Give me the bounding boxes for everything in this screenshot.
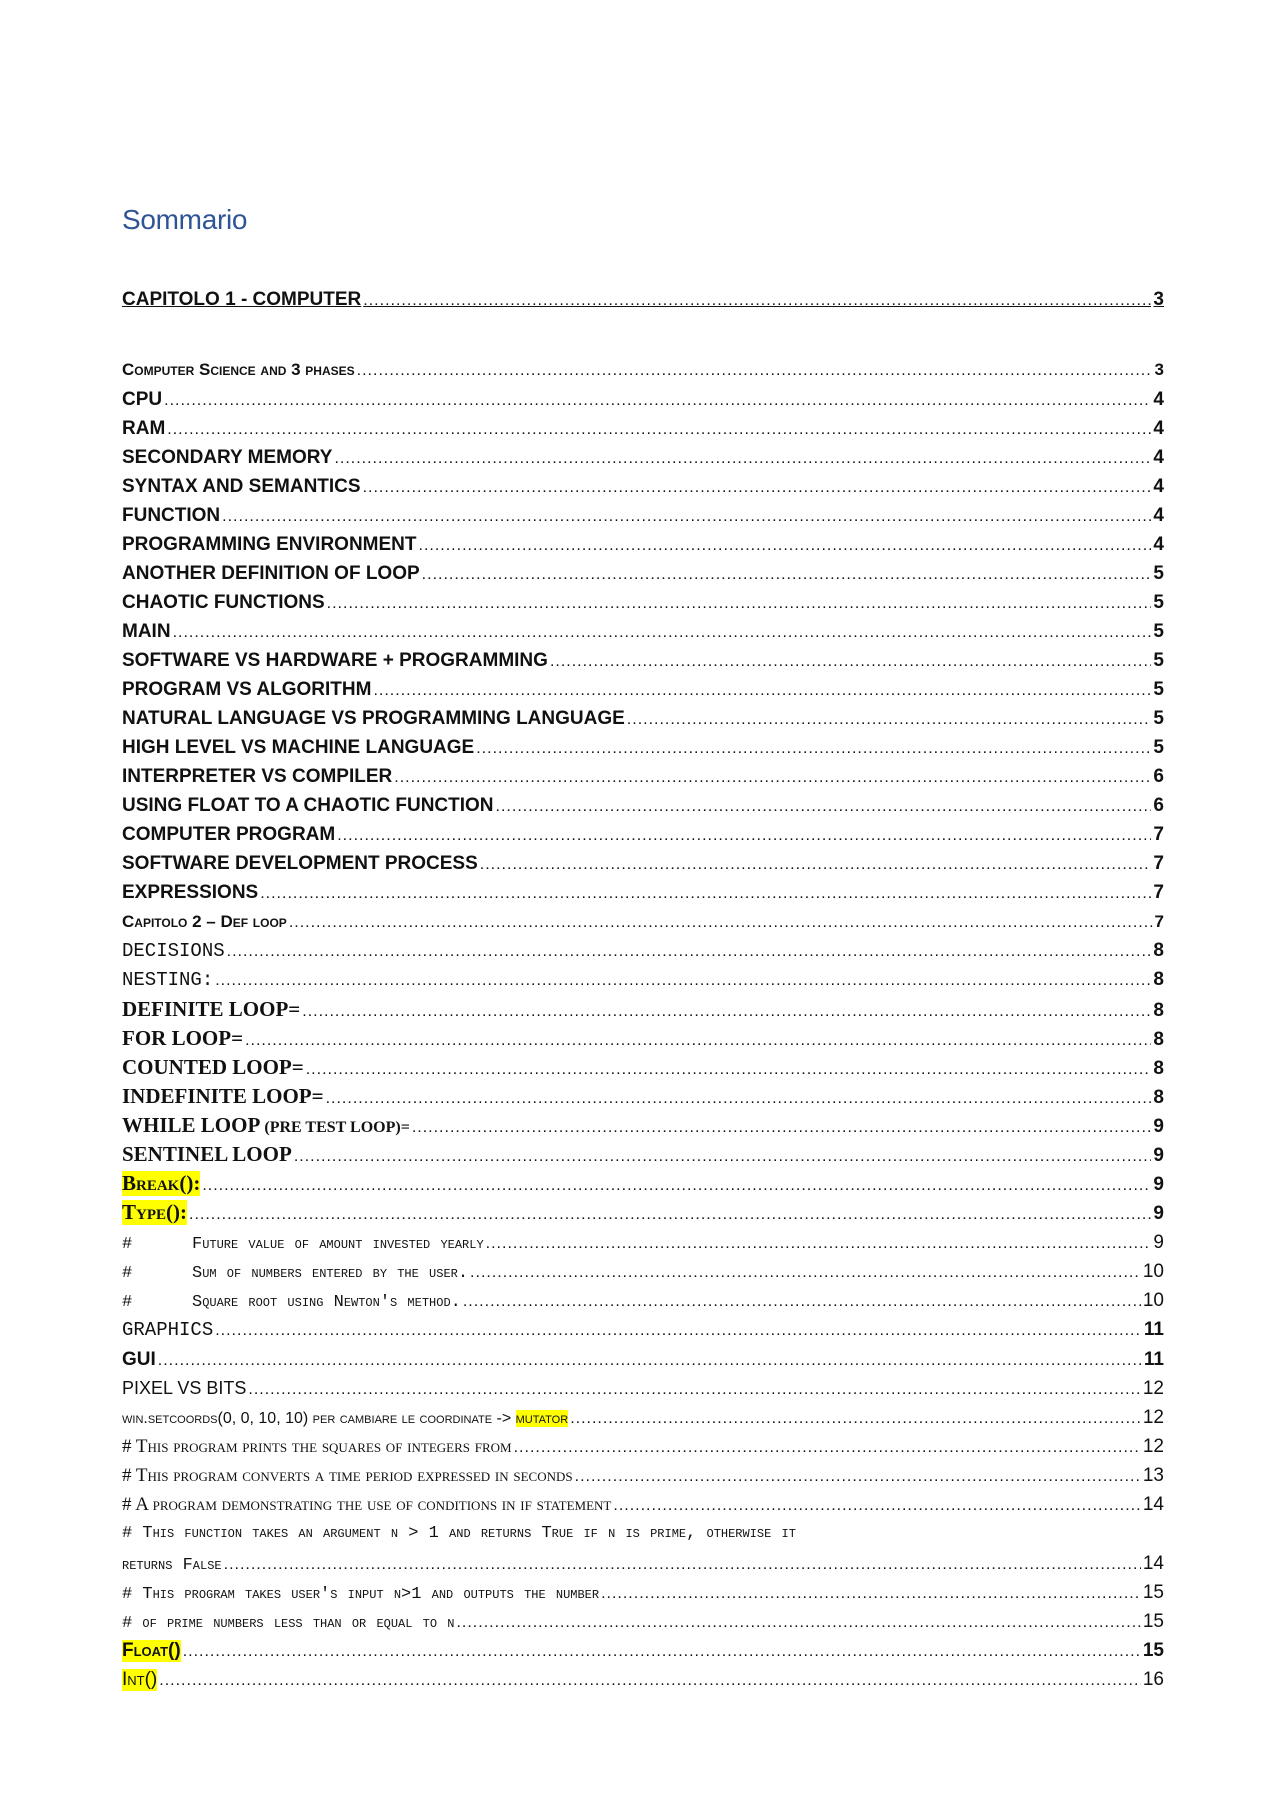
toc-entry-label: NATURAL LANGUAGE VS PROGRAMMING LANGUAGE: [122, 708, 625, 729]
dot-leader: [227, 943, 1152, 961]
dot-leader: [575, 1468, 1141, 1486]
dot-leader: [373, 682, 1151, 700]
toc-entry-page: 8: [1153, 969, 1164, 990]
toc-entry-label: Capitolo 2 – Def loop: [122, 912, 287, 931]
toc-entry[interactable]: [122, 1378, 1164, 1400]
toc-entry[interactable]: [122, 389, 1164, 411]
dot-leader: [363, 292, 1151, 310]
toc-entry-page: 6: [1153, 795, 1164, 816]
dot-leader: [245, 1032, 1151, 1050]
toc-entry[interactable]: [122, 1261, 1164, 1283]
toc-entry[interactable]: [122, 882, 1164, 904]
dot-leader: [422, 566, 1152, 584]
dot-leader: [189, 1206, 1151, 1224]
toc-entry-page: 10: [1142, 1261, 1164, 1282]
toc-entry-label: RAM: [122, 418, 166, 439]
toc-entry[interactable]: [122, 795, 1164, 817]
toc-entry-label: COMPUTER PROGRAM: [122, 824, 336, 845]
toc-entry-label: Float(): [122, 1640, 181, 1661]
toc-entry-label: PIXEL VS BITS: [122, 1378, 247, 1398]
toc-entry[interactable]: [122, 1290, 1164, 1312]
toc-entry-page: 14: [1142, 1553, 1164, 1574]
toc-entry[interactable]: [122, 1055, 1164, 1080]
toc-entry-page: 8: [1153, 1087, 1164, 1108]
toc-entry-label: # This program takes user's input n>1 and outputs the number: [122, 1585, 600, 1604]
toc-entry-label: DECISIONS: [122, 940, 225, 962]
dot-leader: [550, 653, 1151, 671]
toc-entry[interactable]: [122, 1026, 1164, 1051]
toc-entry[interactable]: [122, 1553, 1164, 1575]
toc-entry-page: 5: [1153, 563, 1164, 584]
toc-entry-page: 8: [1153, 1029, 1164, 1050]
toc-entry[interactable]: [122, 1494, 1164, 1516]
toc-entry[interactable]: [122, 1640, 1164, 1662]
toc-entry[interactable]: [122, 1142, 1164, 1167]
toc-entry-page: 8: [1153, 1058, 1164, 1079]
dot-leader: [222, 508, 1151, 526]
toc-entry[interactable]: [122, 1582, 1164, 1604]
toc-entry-page: 12: [1142, 1407, 1164, 1428]
toc-entry[interactable]: [122, 1349, 1164, 1371]
dot-leader: [158, 1352, 1142, 1370]
toc-entry[interactable]: [122, 766, 1164, 788]
toc-entry-label: INTERPRETER VS COMPILER: [122, 766, 393, 787]
dot-leader: [613, 1497, 1140, 1515]
toc-entry-label: CPU: [122, 389, 163, 410]
toc-entry[interactable]: [122, 1232, 1164, 1254]
toc-entry-label: # This program converts a time period expressed in seconds: [122, 1465, 573, 1486]
toc-entry-label: SYNTAX AND SEMANTICS: [122, 476, 361, 497]
toc-entry[interactable]: [122, 1113, 1164, 1138]
dot-leader: [412, 1119, 1152, 1137]
dot-leader: [337, 827, 1151, 845]
dot-leader: [167, 421, 1151, 439]
dot-leader: [327, 595, 1152, 613]
toc-entry-page: 4: [1153, 505, 1164, 526]
toc-entry-page: 11: [1143, 1349, 1164, 1370]
toc-entry-label: GUI: [122, 1349, 156, 1370]
dot-leader: [326, 1090, 1152, 1108]
toc-entry-label: HIGH LEVEL VS MACHINE LANGUAGE: [122, 737, 475, 758]
toc-entry[interactable]: [122, 360, 1164, 380]
toc-entry-label: SOFTWARE VS HARDWARE + PROGRAMMING: [122, 650, 548, 671]
toc-entry-page: 11: [1143, 1319, 1164, 1340]
toc-title: Sommario: [122, 204, 248, 235]
dot-leader: [514, 1439, 1141, 1457]
toc-entry-label: PROGRAM VS ALGORITHM: [122, 679, 372, 700]
dot-leader: [601, 1585, 1141, 1603]
toc-entry-wrapped-line[interactable]: # This function takes an argument n > 1 and returns True if n is prime, otherwise it: [122, 1524, 796, 1543]
toc-entry[interactable]: [122, 418, 1164, 440]
dot-leader: [363, 479, 1152, 497]
toc-entry-label: Int(): [122, 1669, 158, 1690]
toc-entry-label: FUNCTION: [122, 505, 221, 526]
toc-entry-page: 9: [1153, 1174, 1164, 1195]
toc-entry[interactable]: [122, 1084, 1164, 1109]
toc-entry[interactable]: [122, 737, 1164, 759]
toc-entry-page: 4: [1153, 418, 1164, 439]
toc-entry-page: 14: [1142, 1494, 1164, 1515]
toc-entry[interactable]: [122, 447, 1164, 469]
dot-leader: [215, 972, 1151, 990]
toc-entry-label: USING FLOAT TO A CHAOTIC FUNCTION: [122, 795, 494, 816]
dot-leader: [463, 1293, 1141, 1311]
toc-entry-label: # Sum of numbers entered by the user.: [122, 1264, 469, 1283]
toc-entry-label: MAIN: [122, 621, 171, 642]
dot-leader: [570, 1410, 1141, 1428]
toc-entry-label: # of prime numbers less than or equal to n: [122, 1614, 455, 1633]
toc-entry-label: # This program prints the squares of integers from: [122, 1436, 512, 1457]
toc-entry-label: CAPITOLO 1 - COMPUTER: [122, 289, 362, 310]
toc-entry-label: # Square root using Newton's method.: [122, 1293, 461, 1312]
toc-entry-page: 12: [1142, 1378, 1164, 1399]
toc-entry-page: 12: [1142, 1436, 1164, 1457]
toc-entry[interactable]: [122, 1171, 1164, 1196]
dot-leader: [486, 1235, 1152, 1253]
toc-entry-page: 7: [1153, 853, 1164, 874]
toc-entry-page: 4: [1153, 447, 1164, 468]
toc-entry-page: 8: [1153, 940, 1164, 961]
toc-entry-label: EXPRESSIONS: [122, 882, 259, 903]
toc-entry[interactable]: [122, 1465, 1164, 1487]
toc-entry-label: GRAPHICS: [122, 1319, 214, 1341]
dot-leader: [294, 1148, 1152, 1166]
toc-entry-page: 9: [1153, 1145, 1164, 1166]
toc-entry-page: 5: [1153, 592, 1164, 613]
toc-entry-label: SOFTWARE DEVELOPMENT PROCESS: [122, 853, 478, 874]
dot-leader: [357, 362, 1153, 380]
toc-entry-page: 3: [1154, 360, 1164, 379]
toc-entry-label: Type():: [122, 1200, 187, 1224]
toc-entry-label: NESTING:: [122, 969, 214, 991]
toc-entry[interactable]: [122, 1611, 1164, 1633]
toc-entry[interactable]: [122, 563, 1164, 585]
toc-entry-label: SENTINEL LOOP: [122, 1142, 292, 1166]
dot-leader: [202, 1177, 1151, 1195]
toc-entry-page: 5: [1153, 679, 1164, 700]
dot-leader: [164, 392, 1151, 410]
toc-entry-label: ANOTHER DEFINITION OF LOOP: [122, 563, 420, 584]
toc-entry-label: CHAOTIC FUNCTIONS: [122, 592, 325, 613]
toc-entry[interactable]: [122, 679, 1164, 701]
dot-leader: [480, 856, 1152, 874]
toc-entry-page: 15: [1142, 1640, 1164, 1661]
toc-entry-label: # A program demonstrating the use of conditions in if statement: [122, 1494, 612, 1515]
toc-entry-label: returns False: [122, 1556, 222, 1575]
toc-entry[interactable]: [122, 1319, 1164, 1341]
toc-entry-page: 4: [1153, 476, 1164, 497]
toc-entry-label: INDEFINITE LOOP=: [122, 1084, 324, 1108]
toc-entry-label: PROGRAMMING ENVIRONMENT: [122, 534, 417, 555]
dot-leader: [627, 711, 1152, 729]
toc-entry-page: 15: [1142, 1582, 1164, 1603]
toc-entry[interactable]: [122, 1200, 1164, 1225]
dot-leader: [260, 885, 1151, 903]
toc-entry[interactable]: [122, 650, 1164, 672]
dot-leader: [476, 740, 1151, 758]
toc-entry-label: win.setcoords(0, 0, 10, 10) per cambiare le coordinate -> mutator: [122, 1410, 569, 1427]
highlighted-term: mutator: [515, 1410, 569, 1427]
toc-entry-page: 5: [1153, 737, 1164, 758]
toc-entry[interactable]: [122, 505, 1164, 527]
toc-entry-page: 8: [1153, 1000, 1164, 1021]
toc-entry[interactable]: [122, 708, 1164, 730]
dot-leader: [456, 1614, 1140, 1632]
toc-entry-page: 5: [1153, 621, 1164, 642]
toc-entry-page: 7: [1153, 824, 1164, 845]
toc-entry[interactable]: [122, 1436, 1164, 1458]
toc-entry[interactable]: [122, 997, 1164, 1022]
toc-entry-page: 16: [1142, 1669, 1164, 1690]
toc-entry-page: 7: [1154, 912, 1164, 931]
toc-entry[interactable]: [122, 969, 1164, 991]
dot-leader: [334, 450, 1151, 468]
toc-entry-label: DEFINITE LOOP=: [122, 997, 301, 1021]
dot-leader: [215, 1322, 1142, 1340]
toc-entry-page: 9: [1153, 1232, 1164, 1253]
toc-entry-page: 9: [1153, 1203, 1164, 1224]
toc-entry-label: Break():: [122, 1171, 201, 1195]
dot-leader: [302, 1003, 1151, 1021]
toc-entry-chapter-1[interactable]: [122, 289, 1164, 311]
toc-entry-chapter-2[interactable]: [122, 912, 1164, 932]
toc-entry[interactable]: [122, 592, 1164, 614]
toc-entry-page: 9: [1153, 1116, 1164, 1137]
toc-entry[interactable]: [122, 1669, 1164, 1691]
toc-entry-page: 4: [1153, 389, 1164, 410]
toc-entry-page: 4: [1153, 534, 1164, 555]
toc-entry-page: 5: [1153, 650, 1164, 671]
dot-leader: [470, 1264, 1141, 1282]
dot-leader: [496, 798, 1152, 816]
dot-leader: [394, 769, 1151, 787]
dot-leader: [248, 1381, 1140, 1399]
toc-entry[interactable]: [122, 940, 1164, 962]
toc-entry[interactable]: [122, 853, 1164, 875]
toc-entry-label: WHILE LOOP (PRE TEST LOOP)=: [122, 1113, 410, 1137]
toc-entry-page: 10: [1142, 1290, 1164, 1311]
toc-entry-page: 6: [1153, 766, 1164, 787]
toc-entry-page: 7: [1153, 882, 1164, 903]
toc-entry-label: FOR LOOP=: [122, 1026, 244, 1050]
toc-entry[interactable]: [122, 476, 1164, 498]
dot-leader: [419, 537, 1152, 555]
dot-leader: [306, 1061, 1152, 1079]
toc-entry-label: COUNTED LOOP=: [122, 1055, 304, 1079]
toc-entry[interactable]: [122, 621, 1164, 643]
dot-leader: [183, 1643, 1141, 1661]
dot-leader: [224, 1556, 1141, 1574]
toc-entry-page: 15: [1142, 1611, 1164, 1632]
toc-entry-page: 13: [1142, 1465, 1164, 1486]
toc-entry[interactable]: [122, 1407, 1164, 1429]
toc-entry[interactable]: [122, 534, 1164, 556]
dot-leader: [289, 914, 1153, 932]
toc-entry-label: # Future value of amount invested yearly: [122, 1235, 484, 1254]
toc-entry-page: 5: [1153, 708, 1164, 729]
toc-entry-page: 3: [1153, 289, 1164, 310]
dot-leader: [173, 624, 1152, 642]
toc-entry-label: Computer Science and 3 phases: [122, 360, 355, 379]
toc-entry[interactable]: [122, 824, 1164, 846]
toc-entry-label: SECONDARY MEMORY: [122, 447, 333, 468]
dot-leader: [159, 1672, 1141, 1690]
